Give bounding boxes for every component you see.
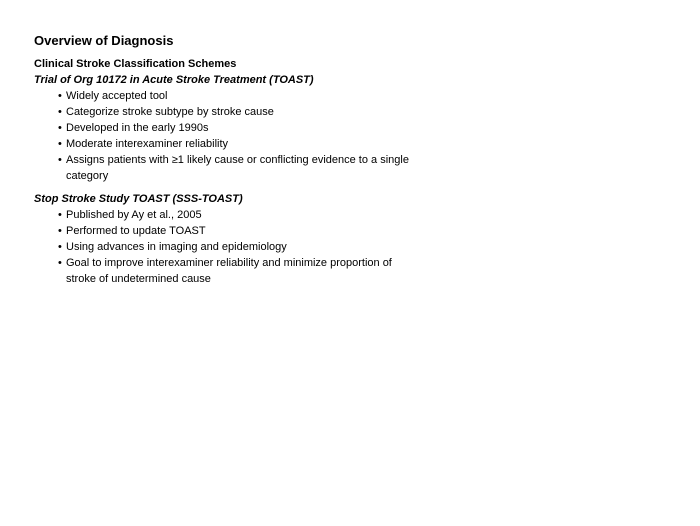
page-title: Overview of Diagnosis: [34, 33, 174, 48]
section-heading-sss-toast: Stop Stroke Study TOAST (SSS-TOAST): [34, 193, 243, 205]
section-sss-toast: [34, 191, 674, 287]
section-heading-toast: Trial of Org 10172 in Acute Stroke Treatment (TOAST): [34, 74, 314, 86]
slide-content: [34, 33, 674, 287]
bullet-item: • Widely accepted tool: [58, 88, 418, 104]
bullet-item: • Categorize stroke subtype by stroke cause: [58, 104, 418, 120]
bullet-item: • Assigns patients with ≥1 likely cause or conflicting evidence to a single category: [58, 152, 418, 184]
section-toast: [34, 72, 674, 184]
page-subtitle: Clinical Stroke Classification Schemes: [34, 58, 237, 70]
bullet-item: • Using advances in imaging and epidemiology: [58, 239, 418, 255]
bullet-item: • Moderate interexaminer reliability: [58, 136, 418, 152]
bullet-list-toast: [34, 88, 418, 184]
bullet-item: • Published by Ay et al., 2005: [58, 207, 418, 223]
bullet-item: • Performed to update TOAST: [58, 223, 418, 239]
bullet-item: • Goal to improve interexaminer reliability and minimize proportion of stroke of undetermined cause: [58, 255, 418, 287]
bullet-list-sss-toast: [34, 207, 418, 287]
bullet-item: • Developed in the early 1990s: [58, 120, 418, 136]
